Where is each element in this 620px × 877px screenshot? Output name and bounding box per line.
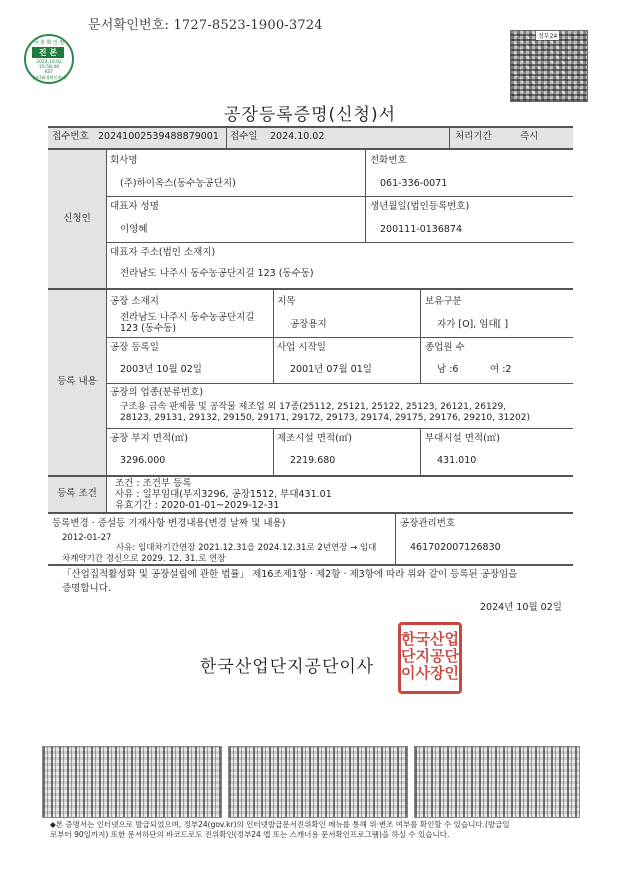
seal-top-text: 시 흥 확 인 필: [33, 40, 65, 46]
stamp-line3: 이사장인: [401, 664, 459, 682]
verification-seal: [24, 34, 74, 84]
ownership-value: 자가 [O], 임대[ ]: [437, 319, 509, 330]
birth-number: 200111-0136874: [380, 224, 463, 235]
location-line1: 전라남도 나주시 동수농공단지길: [120, 312, 255, 323]
changes-line1: 사유: 임대차기간연장 2021.12.31을 2024.12.31로 2년연장 → 임대: [116, 543, 377, 553]
business-start: 2001년 07월 01일: [290, 364, 372, 375]
official-stamp: [398, 622, 462, 694]
seal-tz: KST: [44, 70, 54, 75]
receipt-number: 20241002539488879001: [98, 131, 219, 142]
land-type: 공장용지: [290, 319, 327, 330]
location-line2: 123 (동수동): [120, 323, 177, 334]
processing-period-label: 처리기간: [455, 131, 492, 142]
seal-date: 2024.10.02: [36, 60, 62, 65]
stamp-line2: 단지공단: [401, 647, 459, 665]
aux-area: 431.010: [437, 455, 477, 466]
location-label: 공장 소재지: [110, 296, 159, 307]
statement-line2: 증명합니다.: [62, 583, 111, 594]
phone-number: 061-336-0071: [380, 178, 448, 189]
barcode-2: [228, 746, 408, 818]
processing-period: 즉시: [520, 131, 539, 142]
employees-label: 종업원 수: [425, 342, 465, 353]
representative-name: 이영혜: [120, 224, 148, 235]
registration-date-label: 공장 등록일: [110, 342, 159, 353]
conditions-line3: 유효기간 : 2020-01-01~2029-12-31: [115, 500, 280, 511]
page-title: 공장등록증명(신청)서: [223, 105, 397, 125]
registration-section-label: 등록 내용: [57, 376, 97, 387]
mfg-area-label: 제조시설 면적(㎡): [277, 433, 352, 444]
site-area: 3296.000: [120, 455, 166, 466]
conditions-line1: 조건 : 조건부 등록: [115, 478, 192, 489]
company-name: (주)하이옥스(동수농공단지): [120, 178, 236, 189]
business-start-label: 사업 시작일: [277, 342, 326, 353]
ownership-label: 보유구분: [425, 296, 462, 307]
changes-date: 2012-01-27: [62, 533, 112, 543]
mfg-area: 2219.680: [290, 455, 336, 466]
changes-label: 등록변경 · 증설등 기재사항 변경내용(변경 날짜 및 내용): [52, 518, 286, 529]
industry-label: 공장의 업종(분류번호): [110, 387, 204, 398]
conditions-line2: 사유 : 일부임대(부지3296, 공장1512, 부대431.01: [115, 489, 332, 500]
statement-line1: 「산업집적활성화 및 공장설립에 관한 법률」 제16조제1항 · 제2항 · 제3항에 따라 위와 같이 등록된 공장임을: [62, 569, 518, 580]
receipt-date-label: 접수일: [230, 131, 258, 142]
mgmt-number: 461702007126830: [410, 542, 501, 553]
site-area-label: 공장 부지 면적(㎡): [110, 433, 189, 444]
seal-center-text: 진 본: [32, 47, 64, 58]
land-type-label: 지목: [277, 296, 296, 307]
issue-date: 2024년 10월 02일: [480, 602, 562, 613]
stamp-line1: 한국산업: [401, 630, 459, 648]
barcode-3: [414, 746, 580, 818]
registration-date: 2003년 10월 02일: [120, 364, 202, 375]
company-label: 회사명: [110, 155, 138, 166]
industry-line1: 구조용 금속 판제품 및 공작물 제조업 외 17종(25112, 25121, 25122, 25123, 26121, 26129,: [120, 402, 507, 412]
qr-label: 정부24: [538, 33, 558, 40]
conditions-label: 등록 조건: [57, 488, 97, 499]
document-number: 문서확인번호: 1727-8523-1900-3724: [88, 18, 323, 33]
representative-label: 대표자 성명: [110, 201, 159, 212]
issuer-name: 한국산업단지공단이사: [200, 657, 375, 677]
receipt-date: 2024.10.02: [270, 131, 325, 142]
birth-label: 생년월일(법인등록번호): [370, 201, 470, 212]
applicant-section-label: 신청인: [63, 213, 91, 224]
employees-female: 여 :2: [490, 364, 512, 375]
qr-code: [510, 30, 588, 102]
seal-time: 15:58:48: [38, 65, 60, 70]
receipt-number-label: 접수번호: [52, 131, 89, 142]
footer-line1: ◆본 증명서는 인터넷으로 발급되었으며, 정부24(gov.kr)의 인터넷발급문서진위확인 메뉴를 통해 위·변조 여부를 확인할 수 있습니다.(발급일: [50, 820, 510, 829]
employees-male: 남 :6: [437, 364, 459, 375]
changes-line2: 차계약기간 경신으로 2029. 12. 31.로 연장: [62, 554, 226, 564]
industry-line2: 28123, 29131, 29132, 29150, 29171, 29172, 29173, 29174, 29175, 29176, 29210, 31202): [120, 413, 531, 423]
mgmt-number-label: 공장관리번호: [400, 518, 456, 529]
footer-line2: 로부터 90일까지) 또한 문서하단의 바코드로도 진위확인(정부24 앱 또는 스캐너용 문서확인프로그램)을 하실 수 있습니다.: [50, 830, 450, 839]
address-label: 대표자 주소(법인 소재지): [110, 247, 216, 258]
seal-bottom-text: 정부24(정확인센터): [31, 75, 67, 80]
address-value: 전라남도 나주시 동수농공단지길 123 (동수동): [120, 268, 314, 279]
phone-label: 전화번호: [370, 155, 407, 166]
barcode-1: [42, 746, 222, 818]
aux-area-label: 부대시설 면적(㎡): [425, 433, 500, 444]
